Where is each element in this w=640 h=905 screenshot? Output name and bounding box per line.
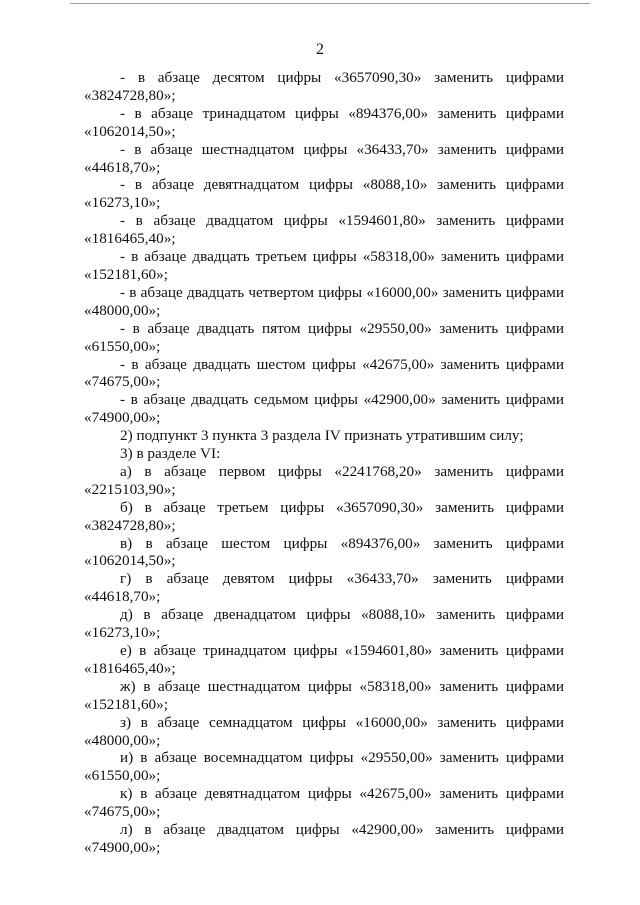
amendment-paragraph [84, 642, 564, 678]
page-number: 2 [316, 41, 324, 58]
paragraph-first-line: д) в абзаце двенадцатом цифры «8088,10» заменить цифрами [120, 606, 564, 624]
amendment-paragraph [84, 714, 564, 750]
paragraph-continuation: «152181,60»; [84, 695, 168, 713]
paragraph-first-line: б) в абзаце третьем цифры «3657090,30» заменить цифрами [120, 498, 564, 516]
amendment-paragraph [84, 570, 564, 606]
paragraph-first-line: л) в абзаце двадцатом цифры «42900,00» заменить цифрами [120, 821, 564, 839]
paragraph-first-line: - в абзаце двадцать пятом цифры «29550,00» заменить цифрами [120, 319, 564, 337]
paragraph-continuation: «1816465,40»; [84, 659, 176, 677]
amendment-paragraph [84, 176, 564, 212]
amendment-paragraph [84, 785, 564, 821]
amendment-paragraph [84, 499, 564, 535]
paragraph-continuation: «1062014,50»; [84, 122, 176, 140]
amendment-paragraph [84, 356, 564, 392]
paragraph-first-line: и) в абзаце восемнадцатом цифры «29550,00» заменить цифрами [120, 749, 564, 767]
paragraph-continuation: «1062014,50»; [84, 552, 176, 570]
paragraph-first-line: е) в абзаце тринадцатом цифры «1594601,80» заменить цифрами [120, 642, 564, 659]
paragraph-first-line: - в абзаце двадцать третьем цифры «58318,00» заменить цифрами [120, 248, 564, 266]
paragraph-first-line: к) в абзаце девятнадцатом цифры «42675,00» заменить цифрами [120, 785, 564, 803]
paragraph-continuation: «44618,70»; [84, 588, 161, 606]
document-body [84, 69, 564, 857]
amendment-paragraph [84, 463, 564, 499]
paragraph-first-line: - в абзаце двадцать седьмом цифры «42900,00» заменить цифрами [120, 391, 564, 409]
paragraph-first-line: з) в абзаце семнадцатом цифры «16000,00» заменить цифрами [120, 713, 564, 731]
paragraph-continuation: «2215103,90»; [84, 480, 176, 498]
paragraph-continuation: «48000,00»; [84, 301, 161, 319]
paragraph-first-line: а) в абзаце первом цифры «2241768,20» заменить цифрами [120, 462, 564, 480]
paragraph-continuation: «152181,60»; [84, 265, 168, 283]
paragraph-continuation: «1816465,40»; [84, 230, 176, 248]
section-vi-heading [84, 445, 564, 463]
paragraph-continuation: «44618,70»; [84, 158, 161, 176]
amendment-paragraph [84, 284, 564, 320]
amendment-paragraph [84, 391, 564, 427]
paragraph-continuation: «74675,00»; [84, 373, 161, 391]
paragraph-first-line: 3) в разделе VI: [120, 445, 221, 463]
amendment-paragraph [84, 105, 564, 141]
paragraph-first-line: - в абзаце тринадцатом цифры «894376,00» заменить цифрами [120, 104, 564, 122]
paragraph-first-line: ж) в абзаце шестнадцатом цифры «58318,00» заменить цифрами [120, 677, 564, 695]
amendment-paragraph [84, 821, 564, 857]
paragraph-continuation: «48000,00»; [84, 731, 161, 749]
top-edge-rule [70, 3, 590, 4]
paragraph-first-line: г) в абзаце девятом цифры «36433,70» заменить цифрами [120, 570, 564, 588]
paragraph-continuation: «61550,00»; [84, 337, 161, 355]
paragraph-first-line: - в абзаце девятнадцатом цифры «8088,10» заменить цифрами [120, 176, 564, 194]
amendment-paragraph [84, 606, 564, 642]
paragraph-continuation: «74900,00»; [84, 838, 161, 856]
amendment-paragraph [84, 678, 564, 714]
paragraph-continuation: «74675,00»; [84, 803, 161, 821]
paragraph-first-line: - в абзаце двадцать четвертом цифры «16000,00» заменить цифрами [120, 283, 564, 301]
amendment-paragraph [84, 320, 564, 356]
amendment-paragraph [84, 749, 564, 785]
amendment-paragraph [84, 141, 564, 177]
paragraph-first-line: в) в абзаце шестом цифры «894376,00» заменить цифрами [120, 534, 564, 552]
paragraph-first-line: 2) подпункт 3 пункта 3 раздела IV признать утратившим силу; [120, 427, 524, 445]
amendment-paragraph [84, 248, 564, 284]
amendment-paragraph [84, 69, 564, 105]
paragraph-continuation: «16273,10»; [84, 624, 161, 642]
paragraph-continuation: «61550,00»; [84, 767, 161, 785]
amendment-paragraph [84, 212, 564, 248]
paragraph-first-line: - в абзаце шестнадцатом цифры «36433,70» заменить цифрами [120, 140, 564, 158]
paragraph-continuation: «16273,10»; [84, 194, 161, 212]
paragraph-first-line: - в абзаце двадцать шестом цифры «42675,00» заменить цифрами [120, 355, 564, 373]
paragraph-continuation: «3824728,80»; [84, 86, 176, 104]
paragraph-first-line: - в абзаце двадцатом цифры «1594601,80» заменить цифрами [120, 212, 564, 230]
paragraph-continuation: «3824728,80»; [84, 516, 176, 534]
paragraph-first-line: - в абзаце десятом цифры «3657090,30» заменить цифрами [120, 69, 564, 86]
subitem-3-repeal [84, 427, 564, 445]
amendment-paragraph [84, 535, 564, 571]
paragraph-continuation: «74900,00»; [84, 409, 161, 427]
